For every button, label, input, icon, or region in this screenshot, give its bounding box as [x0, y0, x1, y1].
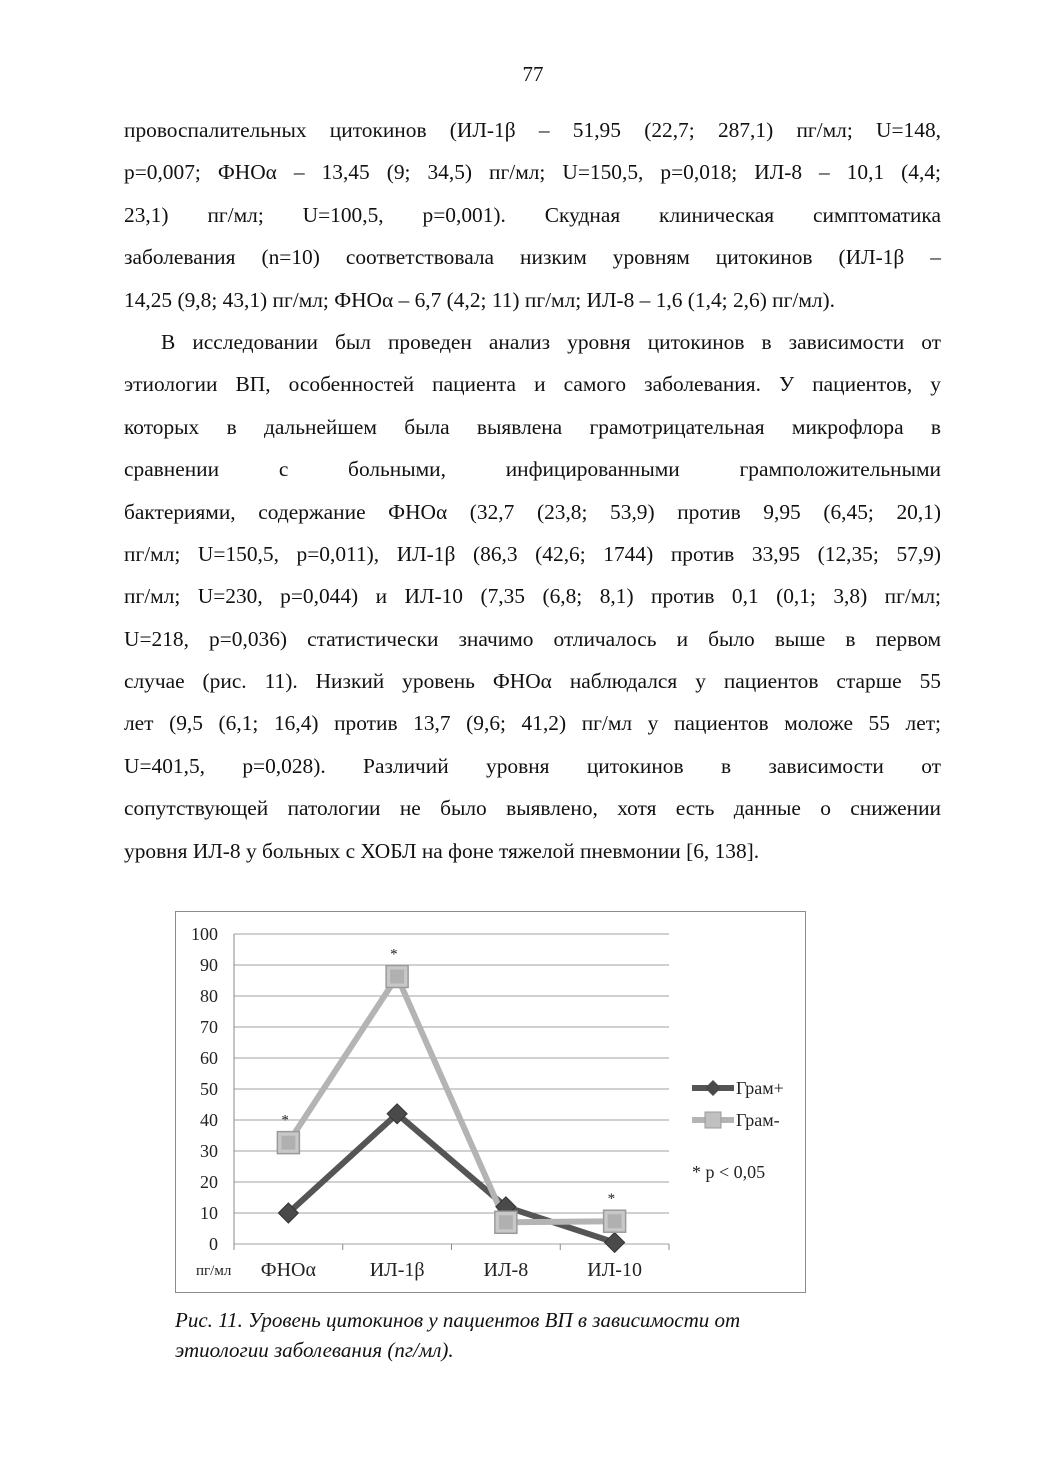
unit-label: пг/мл	[196, 1263, 232, 1279]
y-tick-label: 50	[200, 1079, 218, 1099]
text-line: лет (9,5 (6,1; 16,4) против 13,7 (9,6; 41,2) пг/мл у пациентов моложе 55 лет;	[124, 711, 941, 736]
caption-line: этиологии заболевания (пг/мл).	[175, 1338, 454, 1362]
text-line: 14,25 (9,8; 43,1) пг/мл; ФНОα – 6,7 (4,2; 11) пг/мл; ИЛ-8 – 1,6 (1,4; 2,6) пг/мл).	[124, 287, 836, 312]
figure-caption	[175, 1305, 895, 1365]
text-line: случае (рис. 11). Низкий уровень ФНОα наблюдался у пациентов старше 55	[124, 669, 941, 694]
significance-marker: *	[281, 1112, 289, 1129]
x-category-label: ФНОα	[260, 1259, 316, 1281]
significance-marker: *	[607, 1191, 616, 1208]
y-tick-label: 60	[200, 1048, 218, 1068]
text-line: заболевания (n=10) соответствовала низким уровням цитокинов (ИЛ-1β –	[124, 245, 941, 270]
text-line: которых в дальнейшем была выявлена грамотрицательная микрофлора в	[124, 414, 941, 439]
text-line: пг/мл; U=230, p=0,044) и ИЛ-10 (7,35 (6,8; 8,1) против 0,1 (0,1; 3,8) пг/мл;	[124, 584, 941, 609]
page-number: 77	[522, 62, 544, 86]
legend-label: Грам+	[736, 1078, 784, 1098]
text-line: U=218, p=0,036) статистически значимо отличалось и было выше в первом	[124, 626, 941, 651]
y-tick-label: 70	[200, 1017, 218, 1037]
text-line: уровня ИЛ-8 у больных с ХОБЛ на фоне тяжелой пневмонии [6, 138].	[124, 838, 760, 863]
data-point-inner	[281, 1136, 295, 1150]
text-line: бактериями, содержание ФНОα (32,7 (23,8; 53,9) против 9,95 (6,45; 20,1)	[124, 499, 941, 524]
text-line: В исследовании был проведен анализ уровня цитокинов в зависимости от	[161, 329, 941, 354]
text-line: провоспалительных цитокинов (ИЛ-1β – 51,95 (22,7; 287,1) пг/мл; U=148,	[124, 118, 941, 142]
y-tick-label: 100	[191, 924, 218, 944]
text-line: пг/мл; U=150,5, p=0,011), ИЛ-1β (86,3 (42,6; 1744) против 33,95 (12,35; 57,9)	[124, 541, 941, 566]
y-tick-label: 20	[200, 1172, 218, 1192]
data-point	[605, 1232, 625, 1252]
series-line	[288, 976, 614, 1222]
chart-svg	[176, 912, 805, 1292]
x-category-label: ИЛ-1β	[369, 1259, 425, 1281]
y-tick-label: 80	[200, 986, 218, 1006]
text-line: сравнении с больными, инфицированными грамположительными	[124, 457, 941, 482]
significance-note: * p < 0,05	[692, 1162, 766, 1182]
legend-marker	[705, 1112, 721, 1128]
y-tick-label: 90	[200, 955, 218, 975]
y-tick-label: 30	[200, 1141, 218, 1161]
text-line: сопутствующей патологии не было выявлено, хотя есть данные о снижении	[124, 796, 941, 821]
data-point-inner	[608, 1214, 622, 1228]
legend-label: Грам-	[736, 1110, 780, 1130]
text-line: U=401,5, p=0,028). Различий уровня цитокинов в зависимости от	[124, 753, 941, 778]
legend-marker	[705, 1080, 721, 1096]
caption-line: Рис. 11. Уровень цитокинов у пациентов ВП в зависимости от	[175, 1308, 741, 1332]
x-category-label: ИЛ-8	[483, 1259, 529, 1281]
data-point-inner	[390, 969, 404, 983]
cytokine-chart	[175, 911, 806, 1293]
y-tick-label: 40	[200, 1110, 218, 1130]
text-line: p=0,007; ФНОα – 13,45 (9; 34,5) пг/мл; U=150,5, p=0,018; ИЛ-8 – 10,1 (4,4;	[124, 160, 941, 185]
significance-marker: *	[390, 946, 398, 963]
body-text	[124, 109, 941, 872]
text-line: 23,1) пг/мл; U=100,5, p=0,001). Скудная клиническая симптоматика	[124, 202, 941, 227]
data-point-inner	[499, 1215, 513, 1229]
y-tick-label: 0	[209, 1234, 218, 1254]
text-line: этиологии ВП, особенностей пациента и самого заболевания. У пациентов, у	[124, 372, 941, 397]
x-category-label: ИЛ-10	[587, 1259, 642, 1281]
y-tick-label: 10	[200, 1203, 218, 1223]
